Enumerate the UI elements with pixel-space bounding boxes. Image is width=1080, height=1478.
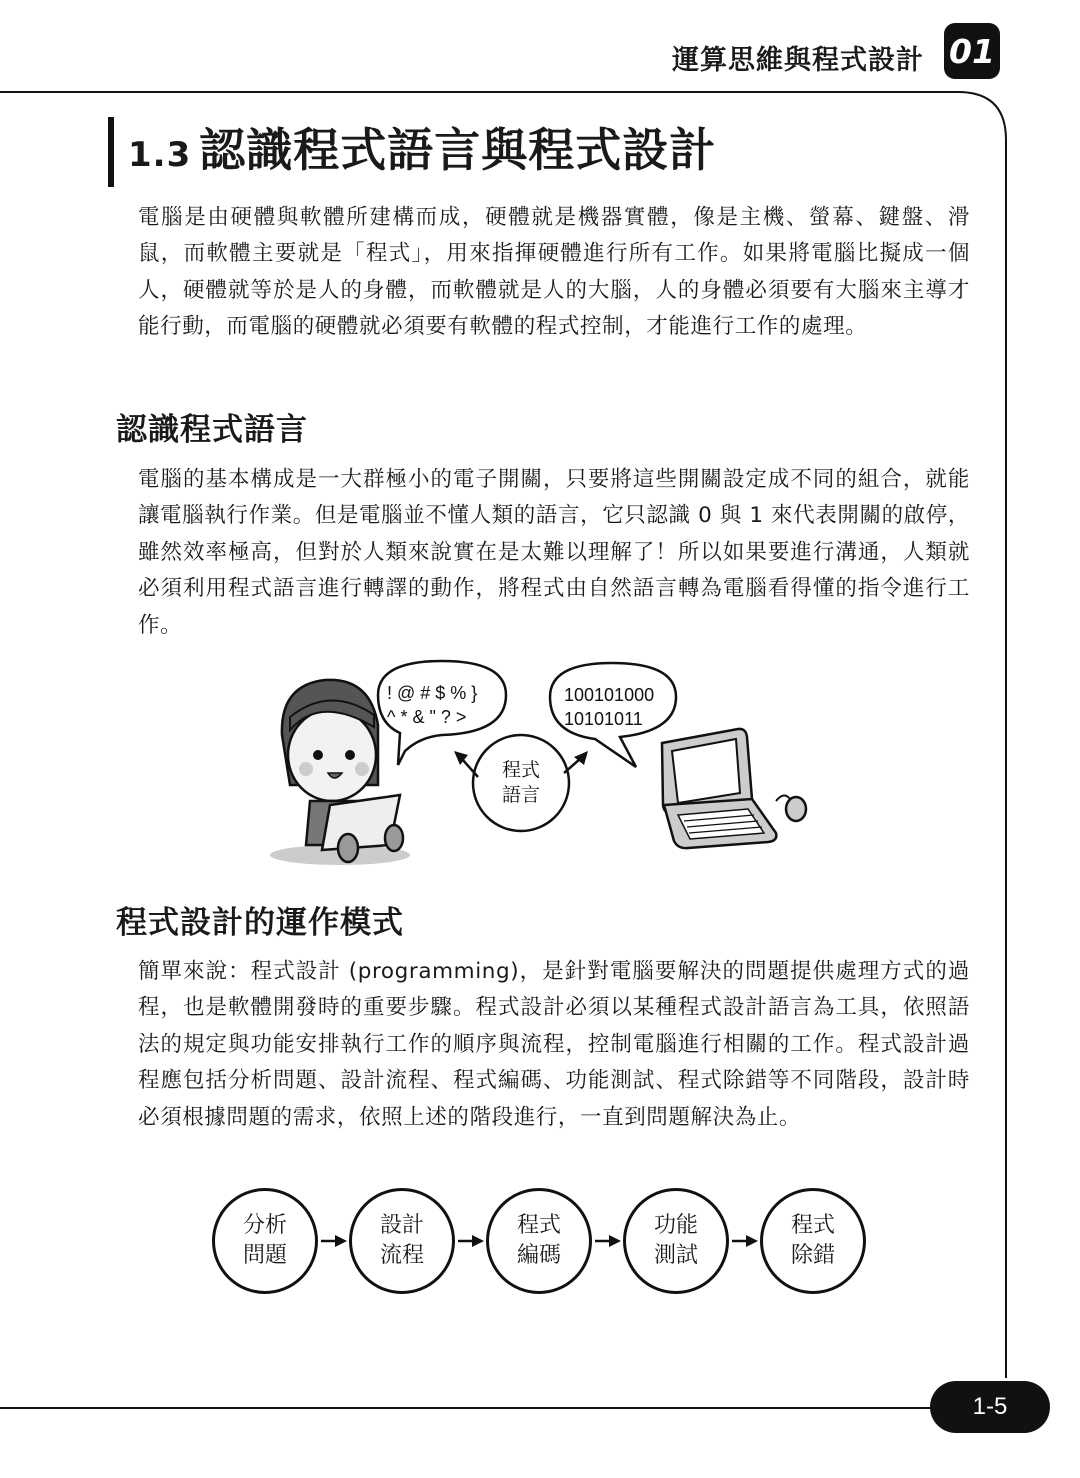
subsection-heading-programming-language: 認識程式語言 <box>116 412 308 448</box>
programming-language-paragraph: 電腦的基本構成是一大群極小的電子開關，只要將這些開關設定成不同的組合，就能讓電腦執行作業。但是電腦並不懂人類的語言，它只認識 0 與 1 來代表開關的啟停，雖然效率極高，但對於人類來說實在是太難以理解了！所以如果要進行溝通，人類就必須利用程式語言進行轉譯的動作，將程式由自然語言轉為電腦看得懂的指令進行工作。 <box>138 467 970 638</box>
step-label-line1: 程式 <box>790 1213 835 1238</box>
section-title-text: 認識程式語言與程式設計 <box>199 123 717 177</box>
step-label-line1: 程式 <box>516 1213 561 1238</box>
center-label-line2: 語言 <box>501 784 540 806</box>
programming-mode-paragraph: 簡單來說：程式設計 (programming)，是針對電腦要解決的問題提供處理方式的過程，也是軟體開發時的重要步驟。程式設計必須以某種程式設計語言為工具，依照語法的規定與功能安排執行工作的順序與流程，控制電腦進行相關的工作。程式設計過程應包括分析問題、設計流程、程式編碼、功能測試、程式除錯等不同階段，設計時必須根據問題的需求，依照上述的階段進行，一直到問題解決為止。 <box>138 959 970 1130</box>
step-label-line1: 分析 <box>242 1213 287 1238</box>
page-number: 1-5 <box>930 1381 1050 1433</box>
step-label-line2: 流程 <box>379 1243 424 1268</box>
process-step-coding <box>486 1188 592 1294</box>
step-label-line2: 測試 <box>653 1243 698 1268</box>
book-title: 運算思維與程式設計 <box>672 45 924 76</box>
process-step-analyze <box>212 1188 318 1294</box>
center-label-line1: 程式 <box>501 759 540 781</box>
chapter-badge: 01 <box>944 23 1000 79</box>
flow-arrow-icon <box>458 1234 484 1248</box>
section-title-bar <box>108 117 114 187</box>
computer-bubble-binary-line2: 10101011 <box>564 709 643 729</box>
section-title <box>128 120 716 185</box>
computer-bubble-binary-line1: 100101000 <box>564 685 655 705</box>
intro-paragraph: 電腦是由硬體與軟體所建構而成，硬體就是機器實體，像是主機、螢幕、鍵盤、滑鼠，而軟體主要就是「程式」，用來指揮硬體進行所有工作。如果將電腦比擬成一個人，硬體就等於是人的身體，而軟體就是人的大腦，人的身體必須要有大腦來主導才能行動，而電腦的硬體就必須要有軟體的程式控制，才能進行工作的處理。 <box>138 205 970 340</box>
step-label-line1: 功能 <box>653 1213 698 1238</box>
step-label-line2: 問題 <box>242 1243 287 1268</box>
subsection-heading-programming-mode: 程式設計的運作模式 <box>116 905 404 941</box>
human-bubble-symbols-line1: ! @ # $ % } <box>387 683 478 703</box>
human-bubble-symbols-line2: ^ * & " ? > <box>387 707 467 727</box>
flow-arrow-icon <box>321 1234 347 1248</box>
section-number: 1.3 <box>128 135 192 175</box>
process-step-design <box>349 1188 455 1294</box>
step-label-line1: 設計 <box>379 1213 424 1238</box>
process-step-debugging <box>760 1188 866 1294</box>
flow-arrow-icon <box>732 1234 758 1248</box>
laptop-computer-icon <box>662 729 806 848</box>
process-step-testing <box>623 1188 729 1294</box>
programming-language-label <box>486 758 556 808</box>
step-label-line2: 除錯 <box>790 1243 835 1268</box>
flow-arrow-icon <box>595 1234 621 1248</box>
step-label-line2: 編碼 <box>516 1243 561 1268</box>
